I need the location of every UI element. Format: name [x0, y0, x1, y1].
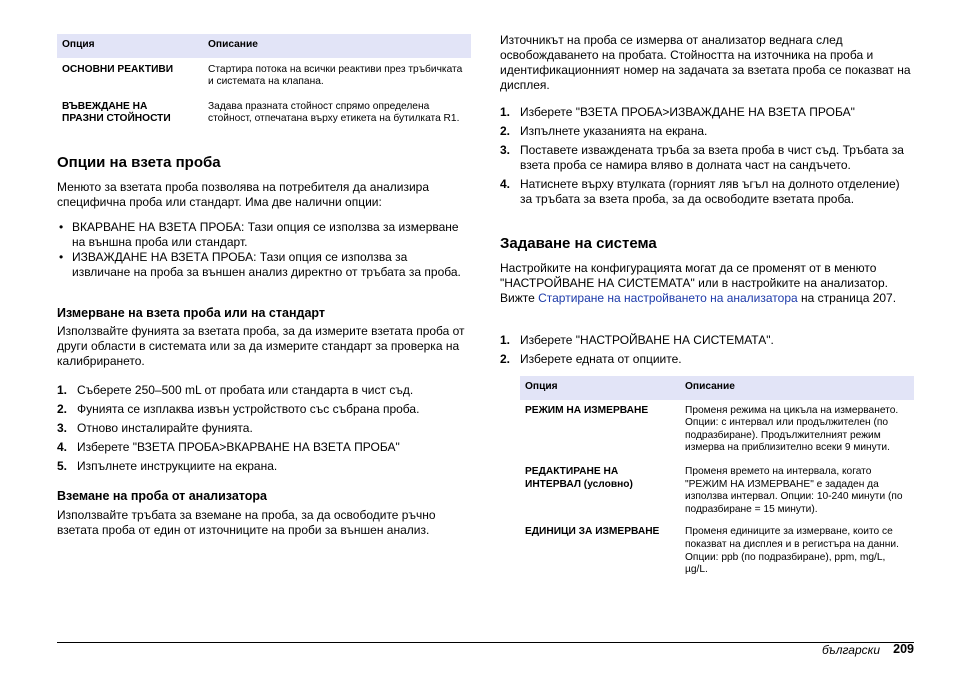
list-item: • ИЗВАЖДАНЕ НА ВЗЕТА ПРОБА: Тази опция се използва за извличане на проба за външен анализ директно от тръбата за проба. [57, 250, 467, 280]
numbered-list [500, 333, 914, 367]
step-text: Натиснете върху втулката (горният ляв ъгъл на долното отделение) за тръбата за взета проба, за да освободите взетата проба. [520, 177, 900, 206]
options-table-1 [57, 34, 471, 126]
list-item [500, 143, 914, 173]
list-item [500, 333, 914, 348]
step-number: 1. [500, 105, 511, 119]
step-text: Изберете "ВЗЕТА ПРОБА>ИЗВАЖДАНЕ НА ВЗЕТА ПРОБА" [520, 105, 855, 119]
table-header-description: Описание [680, 376, 914, 400]
list-item [57, 459, 467, 474]
table-row [520, 516, 914, 576]
step-number: 2. [500, 124, 511, 138]
footer-divider [57, 642, 914, 643]
section-heading: Задаване на система [500, 235, 657, 252]
step-text: Фунията се изплаква извън устройството със събрана проба. [77, 402, 420, 416]
step-text: Изпълнете указанията на екрана. [520, 124, 708, 138]
section-heading: Опции на взета проба [57, 154, 221, 171]
paragraph-text: на страница 207. [797, 291, 897, 305]
step-text: Съберете 250–500 mL от пробата или стандарта в чист съд. [77, 383, 414, 397]
paragraph [500, 261, 914, 306]
step-text: Изпълнете инструкциите на екрана. [77, 459, 278, 473]
step-number: 1. [57, 383, 68, 397]
table-option-cell: РЕДАКТИРАНЕ НА ИНТЕРВАЛ (условно) [525, 465, 633, 490]
table-option-cell: РЕЖИМ НА ИЗМЕРВАНЕ [525, 404, 649, 416]
table-row [57, 89, 471, 126]
list-item [500, 124, 914, 139]
table-option-cell: ОСНОВНИ РЕАКТИВИ [62, 63, 174, 75]
list-item [500, 105, 914, 120]
step-text: Поставете изваждената тръба за взета проба в чист съд. Тръбата за взета проба се намира вляво в долната част на сандъчето. [520, 143, 904, 172]
table-option-cell: ЕДИНИЦИ ЗА ИЗМЕРВАНЕ [525, 526, 660, 538]
numbered-list [500, 105, 914, 207]
numbered-list [57, 383, 467, 474]
step-text: Изберете "НАСТРОЙВАНЕ НА СИСТЕМАТА". [520, 333, 774, 347]
list-item [57, 402, 467, 417]
table-header-description: Описание [203, 34, 471, 58]
step-text: Изберете едната от опциите. [520, 352, 682, 366]
list-item [57, 440, 467, 455]
paragraph: Използвайте тръбата за вземане на проба, за да освободите ръчно взетата проба от един от източниците на проби за външен анализ. [57, 508, 436, 537]
cross-reference-link[interactable]: Стартиране на настройването на анализатора [538, 291, 798, 305]
step-number: 2. [500, 352, 511, 366]
page-number: 209 [893, 642, 914, 656]
table-option-cell: ВЪВЕЖДАНЕ НА ПРАЗНИ СТОЙНОСТИ [62, 100, 171, 125]
step-number: 1. [500, 333, 511, 347]
table-row [520, 455, 914, 516]
subsection-heading: Измерване на взета проба или на стандарт [57, 306, 325, 320]
list-item [57, 421, 467, 436]
step-text: Изберете "ВЗЕТА ПРОБА>ВКАРВАНЕ НА ВЗЕТА ПРОБА" [77, 440, 400, 454]
table-description-cell: Задава празната стойност спрямо определена стойност, отпечатана върху етикета на бутилката R1. [208, 100, 460, 125]
options-table-2 [520, 376, 914, 577]
paragraph: Менюто за взетата проба позволява на потребителя да анализира специфична проба или стандарт. Има две налични опции: [57, 180, 429, 209]
paragraph-text: Настройките на конфигурацията могат да се променят от в менюто "НАСТРОЙВАНЕ НА СИСТЕМАТА" или в настройките на анализатор. Вижте [500, 261, 888, 305]
table-description-cell: Променя единиците за измерване, които се показват на дисплея и в регистъра на данни. Опции: ppb (по подразбиране), ppm, mg/L, µg/L. [685, 526, 899, 576]
step-number: 4. [57, 440, 68, 454]
table-header-option: Опция [520, 376, 680, 400]
footer-language: български [821, 643, 880, 657]
table-header-option: Опция [57, 34, 203, 58]
table-row [520, 400, 914, 455]
paragraph: Използвайте фунията за взетата проба, за да измерите взетата проба от други области в системата или за да измерите стандарт за проверка на калибрирането. [57, 324, 465, 368]
step-number: 3. [500, 143, 511, 157]
paragraph: Източникът на проба се измерва от анализатор веднага след освобождаването на пробата. Стойността на източника на проба и идентификационният номер на задачата за взетата проба се показват на дисплея. [500, 33, 911, 92]
table-description-cell: Променя времето на интервала, когато "РЕЖИМ НА ИЗМЕРВАНЕ" е зададен да използва интервал. Опции: 10-240 минути (по подразбиране = 15 минути). [685, 465, 903, 515]
table-description-cell: Променя режима на цикъла на измерването. Опции: с интервал или продължителен (по подразбиране). Продължителният режим измерва на приблизително всеки 9 минути. [685, 404, 899, 454]
step-number: 2. [57, 402, 68, 416]
list-item: • ВКАРВАНЕ НА ВЗЕТА ПРОБА: Тази опция се използва за измерване на външна проба или стандарт. [57, 220, 467, 250]
table-row [57, 58, 471, 89]
step-text: Отново инсталирайте фунията. [77, 421, 253, 435]
step-number: 3. [57, 421, 68, 435]
list-item [500, 352, 914, 367]
step-number: 5. [57, 459, 68, 473]
subsection-heading: Вземане на проба от анализатора [57, 489, 267, 503]
table-description-cell: Стартира потока на всички реактиви през тръбичката и системата на клапана. [208, 63, 463, 88]
step-number: 4. [500, 177, 511, 191]
list-item [500, 177, 914, 207]
bullet-list [57, 220, 467, 280]
list-item [57, 383, 467, 398]
